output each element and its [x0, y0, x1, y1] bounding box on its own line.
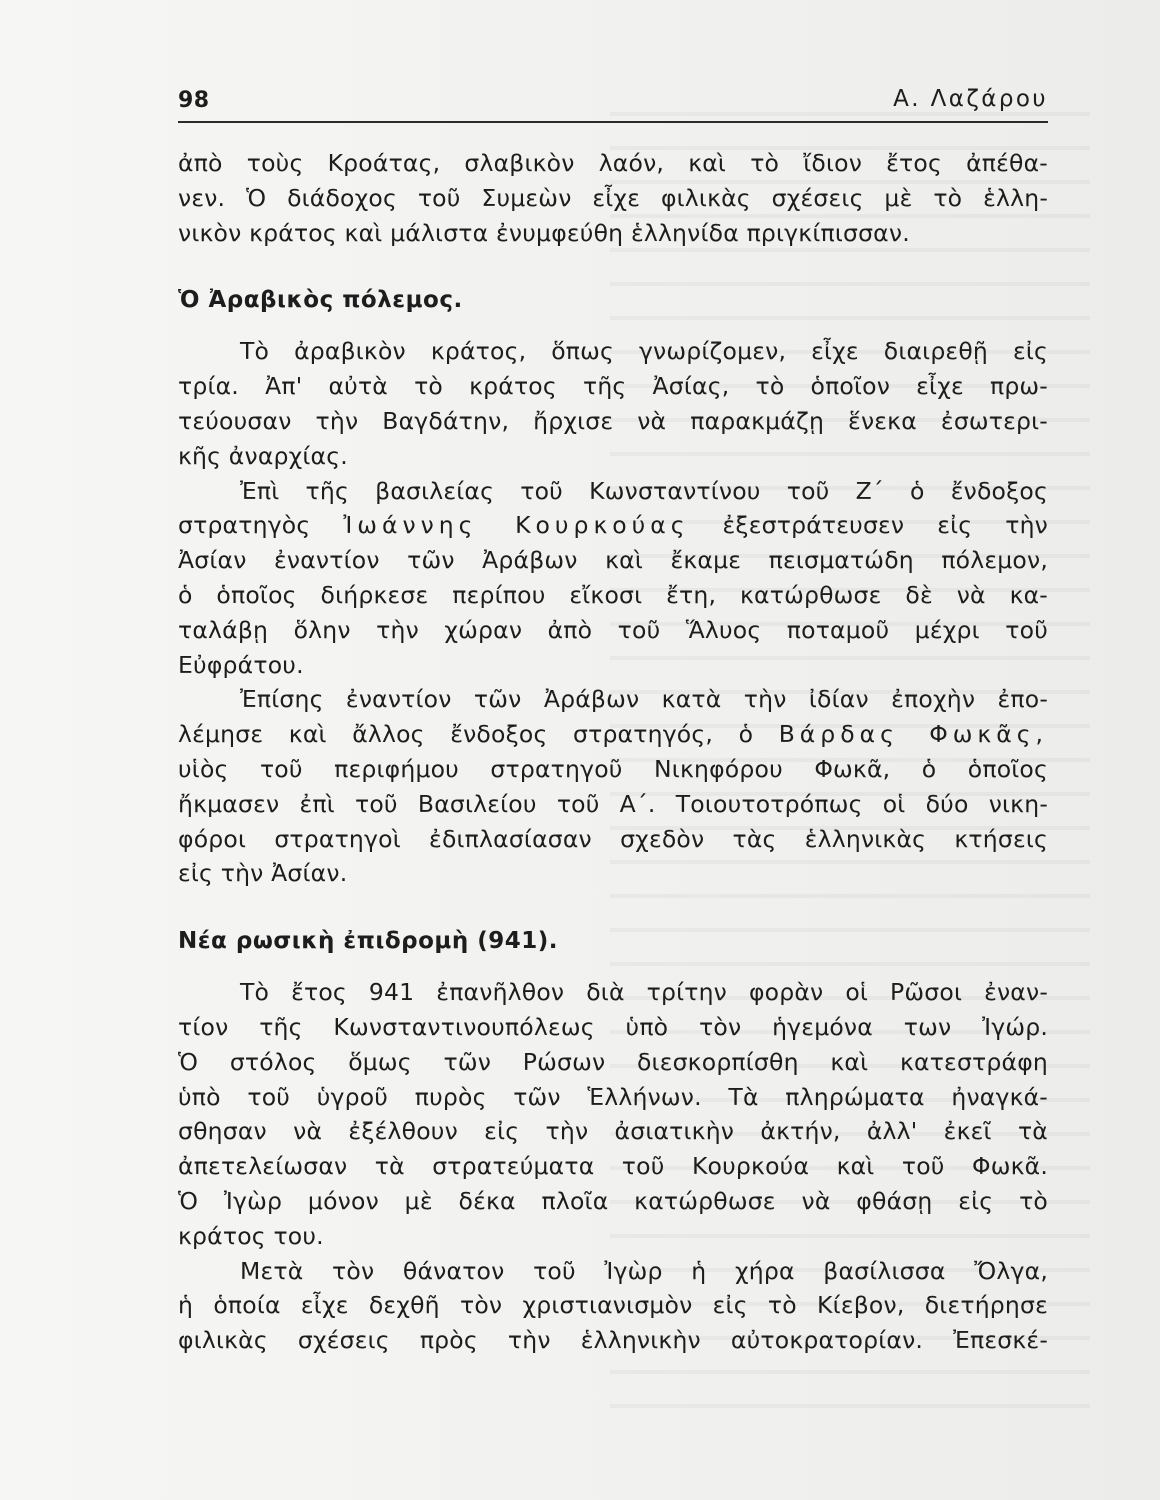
text-line: Ἀσίαν ἐναντίον τῶν Ἀράβων καὶ ἔκαμε πεισματώδη πόλεμον,: [178, 546, 1048, 575]
text-line: Μετὰ τὸν θάνατον τοῦ Ἰγὼρ ἡ χήρα βασίλισσα Ὄλγα,: [240, 1256, 1048, 1285]
text-fragment: στρατηγὸς: [178, 511, 311, 540]
header-rule: [178, 121, 1048, 123]
section-heading-russian-raid: Νέα ρωσικὴ ἐπιδρομὴ (941).: [178, 928, 559, 955]
text-fragment: λέμησε καὶ ἄλλος ἔνδοξος στρατηγός, ὁ: [178, 720, 754, 749]
text-line: Ὁ στόλος ὅμως τῶν Ρώσων διεσκορπίσθη καὶ κατεστράφη: [178, 1047, 1048, 1076]
text-line: ὑπὸ τοῦ ὑγροῦ πυρὸς τῶν Ἑλλήνων. Τὰ πληρώματα ἠναγκά-: [178, 1082, 1048, 1111]
text-line: ἀπετελείωσαν τὰ στρατεύματα τοῦ Κουρκούα καὶ τοῦ Φωκᾶ.: [178, 1152, 1048, 1181]
text-line: ἤκμασεν ἐπὶ τοῦ Βασιλείου τοῦ Α΄. Τοιουτοτρόπως οἱ δύο νικη-: [178, 789, 1048, 818]
text-line: σθησαν νὰ ἐξέλθουν εἰς τὴν ἀσιατικὴν ἀκτήν, ἀλλ' ἐκεῖ τὰ: [178, 1117, 1048, 1146]
text-line: κῆς ἀναρχίας.: [178, 441, 348, 470]
text-line: τεύουσαν τὴν Βαγδάτην, ἤρχισε νὰ παρακμάζῃ ἕνεκα ἐσωτερι-: [178, 406, 1048, 435]
text-line: φόροι στρατηγοὶ ἐδιπλασίασαν σχεδὸν τὰς ἑλληνικὰς κτήσεις: [178, 824, 1048, 853]
text-line: ὁ ὁποῖος διήρκεσε περίπου εἴκοσι ἔτη, κατώρθωσε δὲ νὰ κα-: [178, 580, 1048, 609]
text-line: τρία. Ἀπ' αὐτὰ τὸ κράτος τῆς Ἀσίας, τὸ ὁποῖον εἶχε πρω-: [178, 372, 1048, 401]
text-line: κράτος του.: [178, 1221, 324, 1250]
running-head-author: Α. Λαζάρου: [893, 86, 1048, 112]
text-line: φιλικὰς σχέσεις πρὸς τὴν ἑλληνικὴν αὐτοκρατορίαν. Ἐπεσκέ-: [178, 1326, 1048, 1355]
text-line: Εὐφράτου.: [178, 650, 304, 679]
section-heading-arab-war: Ὁ Ἀραβικὸς πόλεμος.: [178, 287, 463, 314]
text-line: Ἐπὶ τῆς βασιλείας τοῦ Κωνσταντίνου τοῦ Ζ΄ ὁ ἔνδοξος: [240, 476, 1048, 505]
text-line: εἰς τὴν Ἀσίαν.: [178, 859, 348, 888]
text-line: [178, 508, 1048, 543]
body-text: [178, 146, 1048, 1358]
text-line: νεν. Ὁ διάδοχος τοῦ Συμεὼν εἶχε φιλικὰς σχέσεις μὲ τὸ ἑλλη-: [178, 183, 1048, 212]
text-fragment: ἐξεστράτευσεν εἰς τὴν: [722, 511, 1049, 540]
person-name-kourkouas: Ἰωάννης Κουρκούας: [343, 511, 690, 540]
page-header: [178, 84, 1048, 120]
text-line: [178, 717, 1048, 752]
text-line: ἡ ὁποία εἶχε δεχθῆ τὸν χριστιανισμὸν εἰς τὸ Κίεβον, διετήρησε: [178, 1291, 1048, 1320]
text-line: Ἐπίσης ἐναντίον τῶν Ἀράβων κατὰ τὴν ἰδίαν ἐποχὴν ἐπο-: [240, 685, 1048, 714]
text-line: υἱὸς τοῦ περιφήμου στρατηγοῦ Νικηφόρου Φωκᾶ, ὁ ὁποῖος: [178, 754, 1048, 783]
text-line: Τὸ ἀραβικὸν κράτος, ὅπως γνωρίζομεν, εἶχε διαιρεθῇ εἰς: [240, 337, 1048, 366]
text-line: νικὸν κράτος καὶ μάλιστα ἐνυμφεύθη ἑλληνίδα πριγκίπισσαν.: [178, 218, 910, 247]
text-line: Ὁ Ἰγὼρ μόνον μὲ δέκα πλοῖα κατώρθωσε νὰ φθάσῃ εἰς τὸ: [178, 1186, 1048, 1215]
person-name-phokas: Βάρδας Φωκᾶς,: [778, 720, 1048, 749]
page-number: 98: [178, 88, 210, 113]
text-line: ἀπὸ τοὺς Κροάτας, σλαβικὸν λαόν, καὶ τὸ ἴδιον ἔτος ἀπέθα-: [178, 149, 1048, 177]
text-line: ταλάβῃ ὅλην τὴν χώραν ἀπὸ τοῦ Ἅλυος ποταμοῦ μέχρι τοῦ: [178, 615, 1048, 644]
text-line: Τὸ ἔτος 941 ἐπανῆλθον διὰ τρίτην φορὰν οἱ Ρῶσοι ἐναν-: [240, 978, 1048, 1007]
text-line: τίον τῆς Κωνσταντινουπόλεως ὑπὸ τὸν ἡγεμόνα των Ἰγώρ.: [178, 1012, 1048, 1041]
